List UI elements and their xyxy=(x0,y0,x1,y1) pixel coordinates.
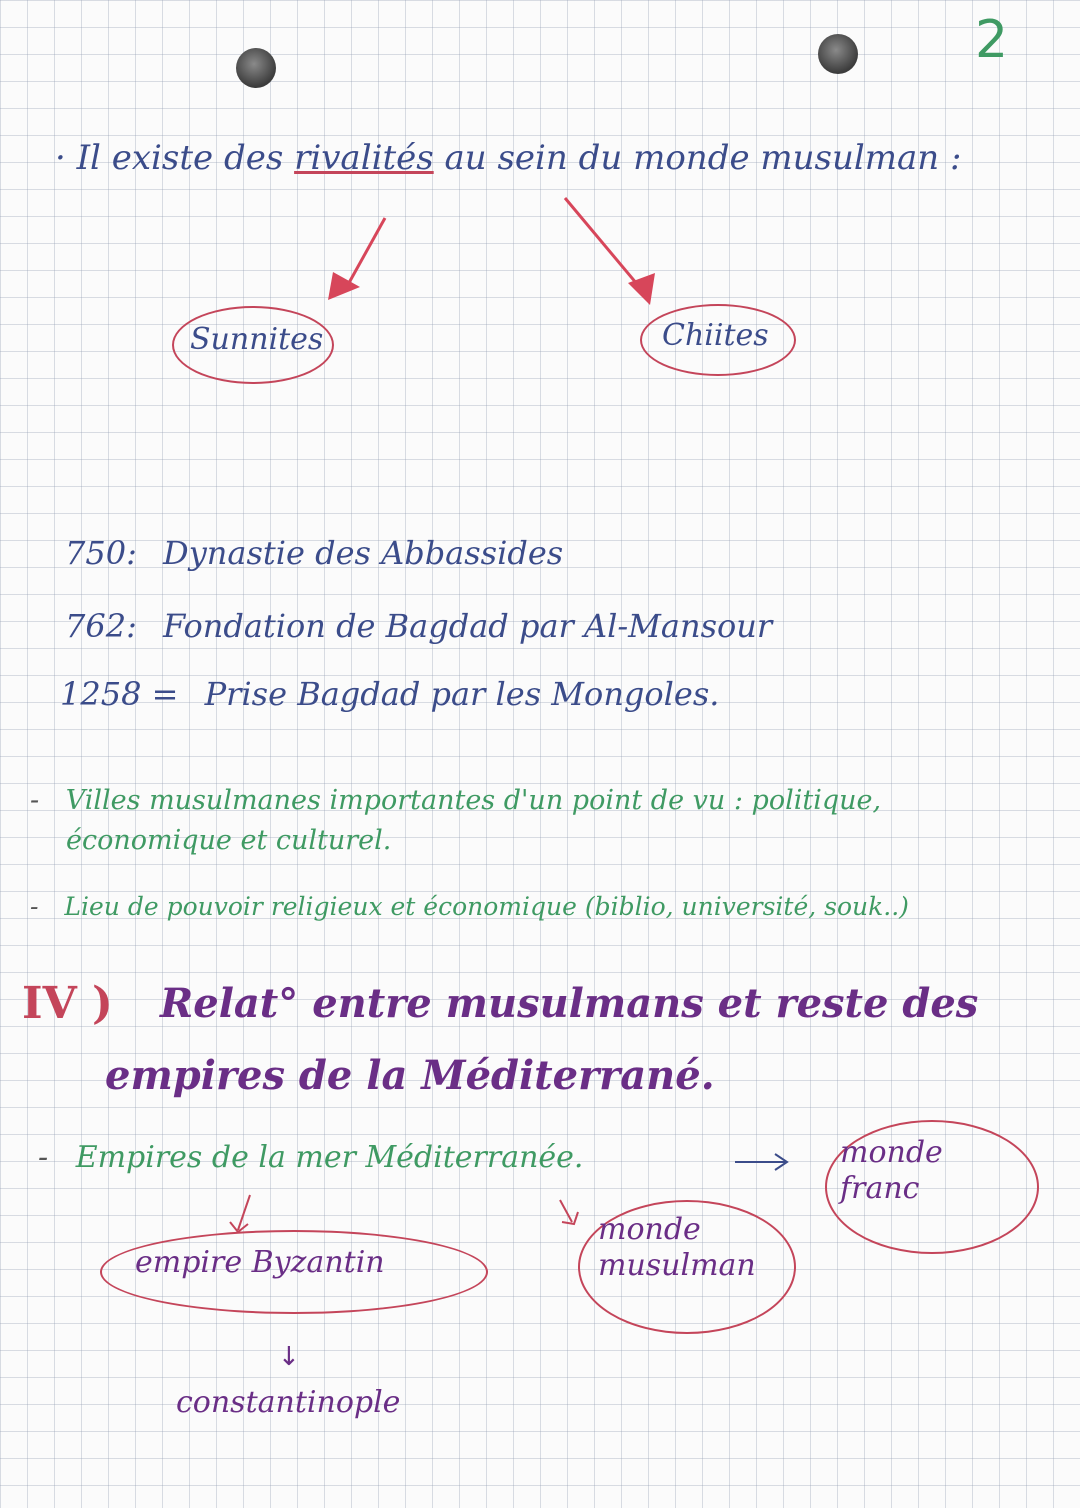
note-line: Lieu de pouvoir religieux et économique (biblio, université, souk..) xyxy=(64,892,909,921)
arrow-to-sunnites xyxy=(345,218,385,290)
page-number: 2 xyxy=(975,10,1009,70)
timeline-year: 750 xyxy=(65,534,127,572)
intro-highlight: rivalités xyxy=(294,138,434,178)
empires-dash: - xyxy=(38,1140,49,1175)
empire-franc: monde franc xyxy=(840,1135,943,1206)
timeline-text: Fondation de Bagdad par Al-Mansour xyxy=(163,607,773,645)
note-line: économique et culturel. xyxy=(66,825,392,856)
note-item xyxy=(30,785,881,816)
capital-arrow: ↓ xyxy=(278,1342,300,1372)
empires-label: Empires de la mer Méditerranée. xyxy=(75,1140,584,1175)
timeline-year: 762 xyxy=(65,607,127,645)
capital-constantinople: constantinople xyxy=(176,1385,401,1420)
arrow-to-musulman xyxy=(560,1200,578,1224)
timeline-text: Dynastie des Abbassides xyxy=(163,534,564,572)
note-item xyxy=(30,892,909,921)
intro-suffix: au sein du monde musulman : xyxy=(444,138,962,178)
branch-chiites: Chiites xyxy=(662,318,769,353)
timeline-entry xyxy=(65,534,563,572)
timeline-sep: : xyxy=(126,534,137,572)
empire-musulman: monde musulman xyxy=(598,1212,756,1283)
arrow-to-chiites xyxy=(565,198,642,290)
arrow-head-sunnites xyxy=(328,272,360,300)
arrow-to-franc xyxy=(735,1154,787,1170)
note-dash: - xyxy=(30,785,40,816)
note-dash: - xyxy=(30,892,39,921)
section-title-line1: Relat° entre musulmans et reste des xyxy=(160,980,979,1027)
section-number: IV ) xyxy=(22,978,113,1029)
intro-prefix: Il existe des xyxy=(76,138,284,178)
note-line: Villes musulmanes importantes d'un point de vu : politique, xyxy=(65,785,882,816)
timeline-text: Prise Bagdad par les Mongoles. xyxy=(204,675,720,713)
timeline-entry xyxy=(65,607,772,645)
timeline-sep: : xyxy=(126,607,137,645)
empires-line xyxy=(38,1140,583,1175)
timeline-sep: = xyxy=(151,675,179,713)
timeline-year: 1258 xyxy=(60,675,142,713)
section-title-line2: empires de la Méditerrané. xyxy=(105,1052,715,1099)
timeline-entry xyxy=(60,675,719,713)
empire-byzantin: empire Byzantin xyxy=(135,1245,385,1280)
branch-sunnites: Sunnites xyxy=(190,322,324,357)
arrow-to-byzantin xyxy=(230,1195,250,1232)
bullet: · xyxy=(55,138,66,178)
